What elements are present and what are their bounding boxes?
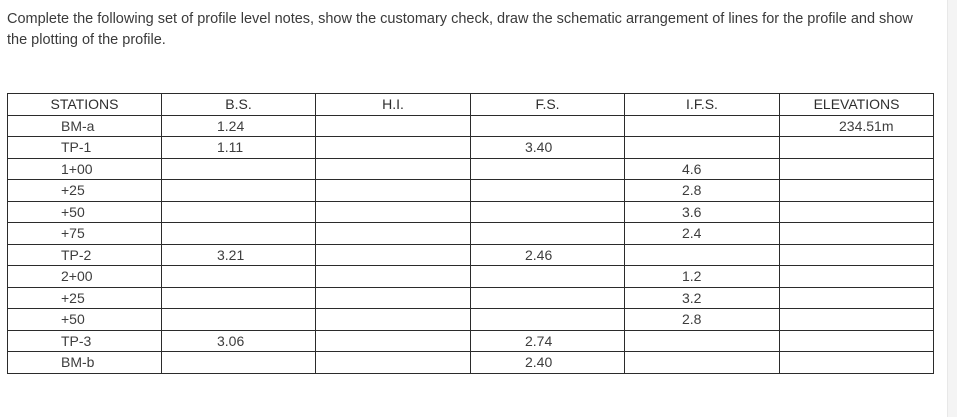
cell-bs: 3.06 [162, 330, 316, 352]
table-row [8, 158, 934, 180]
table-row [8, 180, 934, 202]
cell-bs [162, 266, 316, 288]
cell-bs: 3.21 [162, 244, 316, 266]
cell-fs: 2.46 [471, 244, 625, 266]
question-text: Complete the following set of profile level notes, show the customary check, draw the schematic arrangement of lines for the profile and show the plotting of the profile. [7, 11, 913, 48]
table-row [8, 330, 934, 352]
cell-hi [316, 137, 471, 159]
cell-fs [471, 201, 625, 223]
cell-fs [471, 223, 625, 245]
table-body [8, 115, 934, 373]
cell-fs [471, 158, 625, 180]
header-elevations: ELEVATIONS [780, 94, 934, 116]
cell-hi [316, 223, 471, 245]
cell-hi [316, 244, 471, 266]
cell-elevation [780, 287, 934, 309]
table-row [8, 266, 934, 288]
header-ifs: I.F.S. [625, 94, 780, 116]
table-row [8, 244, 934, 266]
cell-station: BM-b [8, 352, 162, 374]
cell-elevation [780, 330, 934, 352]
cell-station: +25 [8, 180, 162, 202]
cell-fs [471, 115, 625, 137]
cell-fs: 3.40 [471, 137, 625, 159]
cell-ifs [625, 115, 780, 137]
table-row [8, 309, 934, 331]
header-fs: F.S. [471, 94, 625, 116]
cell-bs [162, 287, 316, 309]
cell-ifs: 3.6 [625, 201, 780, 223]
cell-bs [162, 352, 316, 374]
cell-fs [471, 266, 625, 288]
cell-ifs [625, 352, 780, 374]
cell-station: +50 [8, 201, 162, 223]
table-row [8, 223, 934, 245]
cell-ifs [625, 330, 780, 352]
cell-hi [316, 266, 471, 288]
table-header-row [8, 94, 934, 116]
cell-hi [316, 330, 471, 352]
cell-station: TP-3 [8, 330, 162, 352]
header-bs: B.S. [162, 94, 316, 116]
cell-ifs: 2.8 [625, 309, 780, 331]
cell-hi [316, 180, 471, 202]
cell-hi [316, 287, 471, 309]
cell-bs [162, 223, 316, 245]
header-hi: H.I. [316, 94, 471, 116]
cell-elevation [780, 158, 934, 180]
cell-ifs: 2.4 [625, 223, 780, 245]
cell-bs: 1.11 [162, 137, 316, 159]
cell-elevation [780, 180, 934, 202]
table-row [8, 287, 934, 309]
cell-hi [316, 352, 471, 374]
cell-station: TP-2 [8, 244, 162, 266]
cell-station: 1+00 [8, 158, 162, 180]
cell-station: +75 [8, 223, 162, 245]
cell-elevation [780, 244, 934, 266]
header-stations: STATIONS [8, 94, 162, 116]
cell-ifs [625, 244, 780, 266]
cell-elevation: 234.51m [780, 115, 934, 137]
cell-hi [316, 115, 471, 137]
table-row [8, 352, 934, 374]
cell-bs [162, 201, 316, 223]
table-row [8, 115, 934, 137]
cell-station: +50 [8, 309, 162, 331]
profile-level-notes-table [7, 93, 934, 374]
cell-bs [162, 180, 316, 202]
cell-station: 2+00 [8, 266, 162, 288]
cell-elevation [780, 137, 934, 159]
cell-elevation [780, 223, 934, 245]
cell-elevation [780, 201, 934, 223]
cell-bs [162, 158, 316, 180]
cell-elevation [780, 309, 934, 331]
cell-fs [471, 180, 625, 202]
cell-hi [316, 158, 471, 180]
cell-station: BM-a [8, 115, 162, 137]
cell-ifs: 2.8 [625, 180, 780, 202]
cell-elevation [780, 352, 934, 374]
cell-fs [471, 309, 625, 331]
cell-ifs: 3.2 [625, 287, 780, 309]
cell-ifs: 1.2 [625, 266, 780, 288]
cell-fs [471, 287, 625, 309]
scrollbar-track[interactable] [947, 0, 957, 417]
cell-ifs: 4.6 [625, 158, 780, 180]
cell-ifs [625, 137, 780, 159]
cell-bs: 1.24 [162, 115, 316, 137]
table-row [8, 201, 934, 223]
cell-hi [316, 309, 471, 331]
cell-bs [162, 309, 316, 331]
cell-station: TP-1 [8, 137, 162, 159]
cell-hi [316, 201, 471, 223]
cell-station: +25 [8, 287, 162, 309]
table-row [8, 137, 934, 159]
cell-elevation [780, 266, 934, 288]
cell-fs: 2.40 [471, 352, 625, 374]
cell-fs: 2.74 [471, 330, 625, 352]
